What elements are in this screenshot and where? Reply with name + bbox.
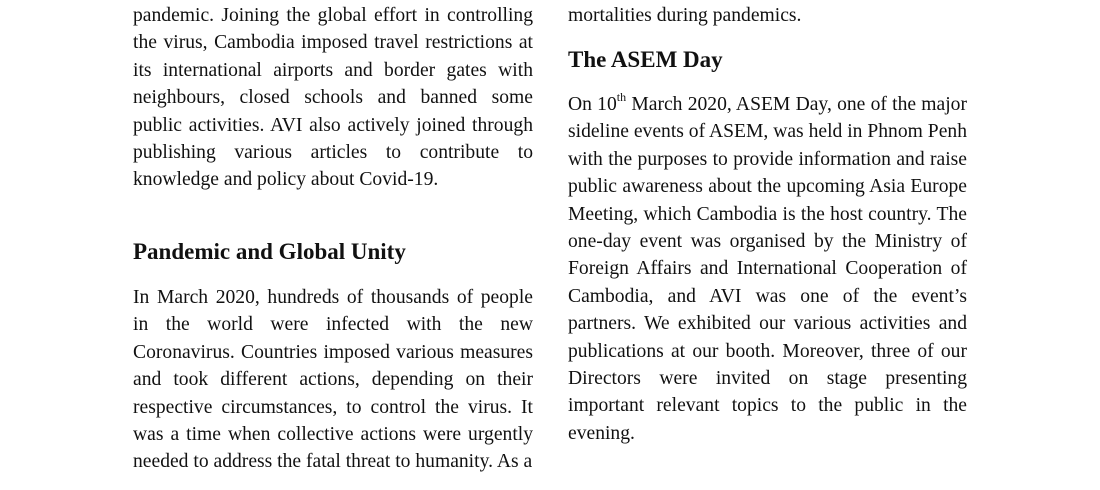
section-heading-pandemic: Pandemic and Global Unity <box>133 239 406 264</box>
section-heading-asem-day: The ASEM Day <box>568 47 723 72</box>
ordinal-superscript: th <box>616 90 627 105</box>
asem-day-paragraph <box>568 91 967 447</box>
paragraph-start: On 10 <box>568 94 617 115</box>
pandemic-paragraph: In March 2020, hundreds of thousands of people in the world were infected with the new Coronavirus. Countries imposed various measures and took different actions, depending on their respective circumstances, to control the virus. It was a time when collective actions were urgently needed to address the fatal threat to humanity. As a <box>133 287 533 473</box>
top-fragment: mortalities during pandemics. <box>568 5 802 26</box>
intro-paragraph: pandemic. Joining the global effort in controlling the virus, Cambodia imposed travel restrictions at its international airports and border gates with neighbours, closed schools and banned some public activities. AVI also actively joined through publishing various articles to contribute to knowledge and policy about Covid-19. <box>133 5 533 191</box>
paragraph-rest: March 2020, ASEM Day, one of the major sideline events of ASEM, was held in Phnom Penh with the purposes to provide information and raise public awareness about the upcoming Asia Europe Meeting, which Cambodia is the host country. The one-day event was organised by the Ministry of Foreign Affairs and International Cooperation of Cambodia, and AVI was one of the event’s partners. We exhibited our various activities and publications at our booth. Moreover, three of our Directors were invited on stage presenting important relevant topics to the public in the evening. <box>568 94 967 444</box>
